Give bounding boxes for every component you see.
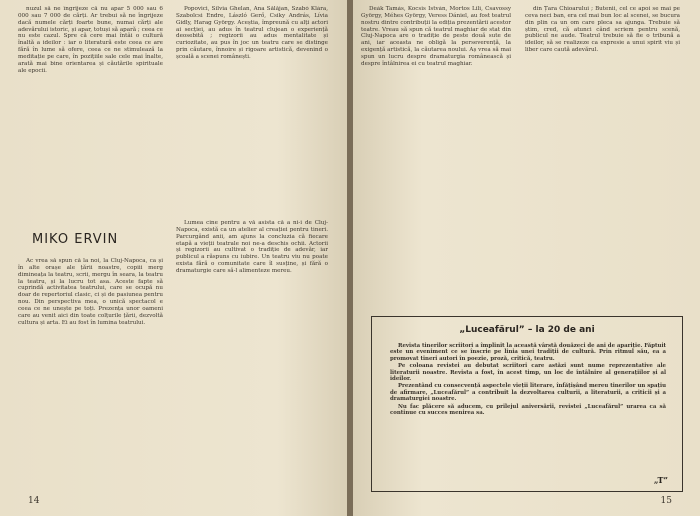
section-heading: MIKO ERVIN [32,232,119,247]
box-paragraph-1: Revista tinerilor scriitori a împlinit la această vârstă douăzeci de ani de apariție. Făptuit este un eveniment ce se înscrie pe linia unei tradiții de cultură. Prin ritmul său, ea a promovat tineri autori în poezie, proză, critică, teatru. [390,343,666,362]
right-page-number: 15 [660,496,672,506]
left-top-column-2-text: Popovici, Silvia Ghelan, Ana Sălăjan, Szabó Klára, Szabolcsi Endre, László Gerő, Csiky András, Lívia Gidly, Harag György. Aceștia, împreună cu alți actori ai secției, au adus în teatrul clujean o experiență deosebită ; regizorii au adus mentalitate și curiozitate, au pus în joc un teatru care se distinge prin căutare, înnoire și rigoare artistică, devenind o școală a scenei românești. [176,6,328,60]
left-top-column-1-text: nuzul să ne îngrijeze că nu apar 5 000 sau 6 000 sau 7 000 de cărți. Ar trebui să ne îngrijeze dacă numele cărți foarte bune, numai cărți ale adevărului istoric, și apar, totuși să apară ; ceea ce nu este cazul. Spre că cere mai întâi o cultură înaltă a ideilor : iar o literatură este ceea ce are fără în lume să ofere, ceea ce ne stimulează la meditație pe care, în pozițiile sale cele mai înalte, arată mai bine orientarea și căutările spirituale ale epocii. [18,6,163,74]
right-page [353,0,700,516]
right-column-1-text: Deák Tamás, Kocsis István, Mortos Lili, Csavossy György, Méhes György, Veress Dániel, au fost teatrul nostru dintre contribuții la ediția prezentării acestor teatre. Vreau să spun că teatrul maghiar de stat din Cluj-Napoca are o tradiție de peste două sute de ani, iar aceasta ne obligă la perseverență, la exigență artistică, la căutarea noului. Aș vrea să mai spun un lucru despre dramaturgia românească și despre întâlnirea ei cu teatrul maghiar. [361,6,511,67]
right-column-2 [525,6,680,306]
left-bottom-column-1-text: Ac vrea să spun că la noi, la Cluj-Napoca, ca și în alte orașe ale țării noastre, copiii merg dimineața la teatru, scrii, mergu în seara, la teatru la teatru, și la lucru tot asa. Aceste fapte să cuprindă activitatea teatrului, care se ocupă nu doar de repertoriul clasic, ci și de pasiunea pentru nou. Din perspectiva mea, o unică spectacol e ceea ce ne unește pe toți. Prezența unor oameni care au venit aici din toate colțurile țării, dezvoltă cultura și arta. Ei au fost în lumina teatrului. [18,258,163,326]
left-top-column-2 [176,6,328,216]
left-page-number: 14 [28,496,40,506]
box-paragraph-2: Pe coloana revistei au debutat scriitori care astăzi sunt nume reprezentative ale literaturii noastre. Revista a fost, în acest timp, un loc de întâlnire al generațiilor și al ideilor. [390,363,666,383]
box-body [390,343,666,417]
left-top-column-1 [18,6,163,224]
box-signature: „T” [653,475,668,485]
left-bottom-column-2-text: Lumea cine pentru a vă asista că a ni-i de Cluj-Napoca, există ca un atelier al creației pentru tineri. Parcurgând anii, am ajuns la concluzia că fiecare etapă a vieții teatrale noi ne-a deschis ochii. Actorii și regizorii au cultivat o tradiție de adevăr, iar publicul a răspuns cu iubire. Un teatru viu nu poate exista fără o comunitate care îl susține, și fără o dramaturgie care să-l alimenteze mereu. [176,220,328,274]
luceafarul-box [371,316,683,492]
left-bottom-column-1 [18,258,163,496]
right-column-2-text: din Țara Chioarului ; Butenii, cel ce apoi se mai pe ceva neci ban, era cel mai bun loc al scenei, se bucura din plin ca un om care pleca sa ajunga. Trebuie să știm, cred, că atunci când scriem pentru scenă, publicul ne aude. Teatrul trebuie să fie o tribună a ideilor, să se realizeze ca expresie a unui spirit viu și liber care caută adevărul. [525,6,680,54]
box-paragraph-3: Prezentând cu consecvență aspectele vieții literare, înfățișând mereu tinerilor un spațiu de afirmare, „Luceafărul” a contribuit la dezvoltarea culturii, a literaturii, a criticii și a dramaturgiei noastre. [390,383,666,403]
left-bottom-column-2 [176,220,328,496]
right-column-1 [361,6,511,306]
left-page [0,0,347,516]
box-title: „Luceafărul” – la 20 de ani [459,325,595,335]
box-paragraph-4: Nu fac plăcere să aducem, cu prilejul aniversării, revistei „Luceafărul” urarea ca să continue cu succes menirea sa. [390,403,666,417]
